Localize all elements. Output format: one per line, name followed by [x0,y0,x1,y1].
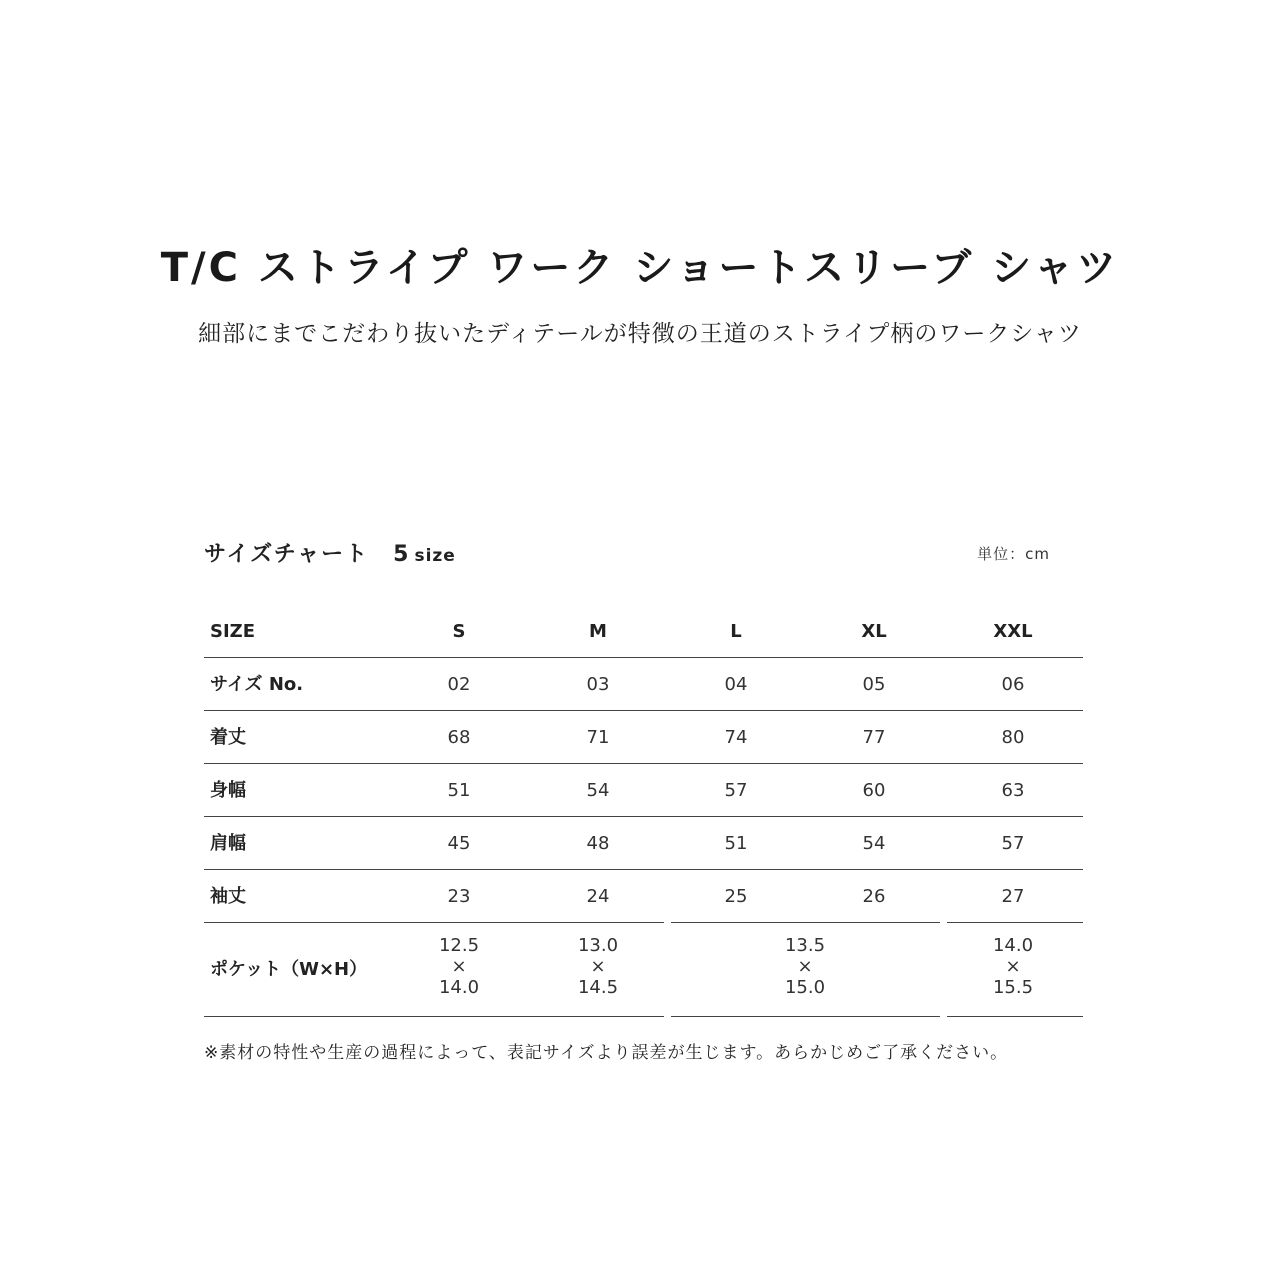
table-cell: 68 [447,727,471,748]
pocket-height: 14.5 [577,977,619,998]
pocket-height: 14.0 [438,977,480,998]
header-col-s: S [452,621,466,642]
pocket-width: 13.5 [784,935,826,956]
table-cell: 74 [724,727,748,748]
header-col-m: M [589,621,607,642]
table-row [204,817,1083,870]
table-cell: 03 [586,674,610,695]
table-row [204,764,1083,817]
table-cell: 54 [586,780,610,801]
table-cell: 77 [862,727,886,748]
table-cell: 06 [1001,674,1025,695]
product-title: T/C ストライプ ワーク ショートスリーブ シャツ [160,245,1120,291]
table-row [204,870,1083,923]
row-label: 身幅 [210,780,246,801]
table-header-row [204,605,1083,658]
unit-note: 単位：cm [977,545,1050,563]
times-sign: × [1005,956,1021,977]
table-cell: 71 [586,727,610,748]
header-size-label: SIZE [210,621,256,642]
header-col-xxl: XXL [993,621,1033,642]
pocket-width: 12.5 [438,935,480,956]
table-cell: 60 [862,780,886,801]
table-cell: 25 [724,886,748,907]
row-label: 袖丈 [210,886,246,907]
table-cell: 63 [1001,780,1025,801]
row-label: サイズ No. [210,674,304,695]
pocket-size-l-xl [745,935,865,998]
pocket-width: 13.0 [577,935,619,956]
table-cell: 57 [724,780,748,801]
table-cell: 80 [1001,727,1025,748]
header-col-l: L [730,621,742,642]
table-cell: 48 [586,833,610,854]
pocket-height: 15.0 [784,977,826,998]
table-cell: 51 [447,780,471,801]
table-cell: 54 [862,833,886,854]
pocket-size-m [538,935,658,998]
times-sign: × [797,956,813,977]
times-sign: × [451,956,467,977]
size-chart-heading [204,538,456,573]
size-count-unit: size [414,546,456,566]
pocket-height: 15.5 [992,977,1034,998]
table-cell: 05 [862,674,886,695]
row-label: 肩幅 [210,833,246,854]
table-cell: 02 [447,674,471,695]
size-count: 5 [393,542,411,567]
table-row [204,711,1083,764]
table-row-pocket [204,923,1083,1017]
table-cell: 04 [724,674,748,695]
size-table [204,605,1083,1017]
table-row [204,658,1083,711]
table-cell: 51 [724,833,748,854]
pocket-size-xxl [953,935,1073,998]
table-cell: 57 [1001,833,1025,854]
table-cell: 26 [862,886,886,907]
row-divider-segment [947,1016,1083,1017]
row-divider-segment [204,1016,664,1017]
header-col-xl: XL [861,621,887,642]
pocket-size-s [399,935,519,998]
product-subtitle: 細部にまでこだわり抜いたディテールが特徴の王道のストライプ柄のワークシャツ [198,321,1082,347]
table-cell: 24 [586,886,610,907]
row-label: 着丈 [210,727,246,748]
row-label: ポケット（W×H） [210,959,368,980]
pocket-width: 14.0 [992,935,1034,956]
table-cell: 45 [447,833,471,854]
row-divider-segment [671,1016,940,1017]
table-cell: 23 [447,886,471,907]
size-chart-title: サイズチャート [204,542,370,567]
table-cell: 27 [1001,886,1025,907]
footnote: ※素材の特性や生産の過程によって、表記サイズより誤差が生じます。あらかじめご了承ください。 [204,1043,1009,1063]
times-sign: × [590,956,606,977]
